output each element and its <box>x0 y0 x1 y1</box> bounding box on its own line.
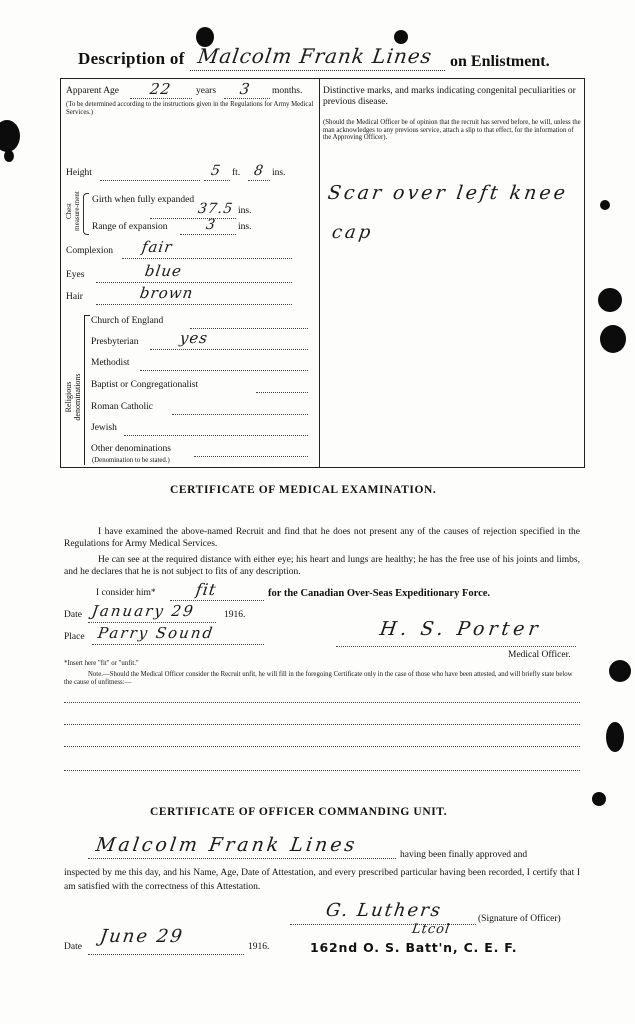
medical-officer-signature: H. S. Porter <box>378 618 544 640</box>
officer-rank: Ltcol <box>410 922 452 937</box>
distinctive-marks-line1: Scar over left knee <box>326 182 570 204</box>
distinctive-marks-label: Distinctive marks, and marks indicating congenital peculiarities or previous disease. <box>323 86 576 107</box>
medical-place-value: Parry Sound <box>96 624 216 642</box>
medical-para-2: He can see at the required distance with either eye; his heart and lungs are healthy; he has the free use of his joints and limbs, and he declares that he is not subject to fits of any description. <box>64 555 580 577</box>
medical-date-value: January 29 <box>90 602 196 620</box>
ink-blot <box>598 288 622 312</box>
religion-brace-top <box>84 315 90 316</box>
fit-line <box>170 600 264 601</box>
girth-label: Girth when fully expanded <box>92 195 195 205</box>
consider-prefix: I consider him* <box>96 588 156 598</box>
religion-line-4 <box>172 414 308 415</box>
officer-date-label: Date <box>64 942 82 952</box>
distinctive-marks-note: (Should the Medical Officer be of opinion that the recruit has served before, he will, unless the man acknowledges to any previous service, attach a slip to that effect, for the information of the Approving Officer). <box>323 119 581 141</box>
religion-other: Other denominations <box>91 444 171 454</box>
hair-value: brown <box>138 284 195 302</box>
other-denomination-note: (Denomination to be stated.) <box>92 457 170 464</box>
ft-label: ft. <box>232 168 241 178</box>
eyes-line <box>96 282 292 283</box>
medical-date-label: Date <box>64 610 82 620</box>
unfitness-line-3 <box>64 746 580 747</box>
officer-para-b: inspected by me this day, and his Name, Age, Date of Attestation, and every prescribed particular having been recorded, I certify that I am satisfied with the correctness of this Attestation. <box>64 868 580 892</box>
title-description: Description of <box>78 49 185 68</box>
complexion-line <box>122 258 292 259</box>
column-divider <box>319 79 320 467</box>
age-note: (To be determined according to the instructions given in the Regulations for Army Medical Services.) <box>66 101 314 116</box>
officer-date-value: June 29 <box>98 926 186 947</box>
fit-value: fit <box>194 580 218 599</box>
ink-blot <box>592 792 606 806</box>
girth-value: 37.5 <box>196 201 235 217</box>
unfitness-line-2 <box>64 724 580 725</box>
age-years-line <box>130 98 192 99</box>
height-ft-value: 5 <box>209 163 223 179</box>
medical-signature-line <box>336 646 576 647</box>
medical-note: Note.—Should the Medical Officer consider the Recruit unfit, he will fill in the foregoing Certificate only in the case of those who have been attested, and will briefly state below the cause of unfitness:— <box>64 671 573 686</box>
ink-blot <box>394 30 408 44</box>
hair-line <box>96 304 292 305</box>
religion-baptist: Baptist or Congregationalist <box>91 380 199 390</box>
officer-recruit-name: Malcolm Frank Lines <box>94 834 359 856</box>
girth-ins-label: ins. <box>238 206 252 216</box>
presbyterian-value: yes <box>178 329 210 347</box>
years-label: years <box>196 86 217 96</box>
recruit-name: Malcolm Frank Lines <box>196 44 434 68</box>
distinctive-marks-line2: cap <box>330 222 375 243</box>
range-value: 3 <box>204 217 218 233</box>
unfitness-line-1 <box>64 702 580 703</box>
title-rule <box>190 70 445 71</box>
ink-blot <box>0 120 20 152</box>
religion-line-3 <box>256 392 308 393</box>
age-months-line <box>224 98 270 99</box>
hair-label: Hair <box>66 292 83 302</box>
officer-signature-label: (Signature of Officer) <box>478 914 561 924</box>
range-label: Range of expansion <box>92 222 168 232</box>
battalion-stamp: 162nd O. S. Batt'n, C. E. F. <box>310 940 518 955</box>
girth-line <box>150 218 236 219</box>
religious-label: Religious denominations <box>64 373 82 421</box>
consider-suffix: for the Canadian Over-Seas Expeditionary Force. <box>268 588 491 599</box>
height-in-value: 8 <box>252 163 266 179</box>
medical-officer-label: Medical Officer. <box>508 650 571 660</box>
religion-line-6 <box>194 456 308 457</box>
unfitness-line-4 <box>64 770 580 771</box>
officer-year: 1916. <box>248 942 270 952</box>
insert-note: *Insert here "fit" or "unfit." <box>64 660 139 667</box>
age-months-value: 3 <box>238 80 252 98</box>
religion-line-5 <box>124 435 308 436</box>
religion-church-of-england: Church of England <box>91 316 164 326</box>
range-ins-label: ins. <box>238 222 252 232</box>
months-label: months. <box>272 86 303 96</box>
ink-blot <box>609 660 631 682</box>
officer-date-line <box>88 954 244 955</box>
title-enlistment: on Enlistment. <box>450 53 550 70</box>
religion-line-2 <box>140 370 308 371</box>
officer-certificate-heading: CERTIFICATE OF OFFICER COMMANDING UNIT. <box>150 806 448 818</box>
age-years-value: 22 <box>148 80 173 98</box>
height-line <box>100 180 200 181</box>
officer-para-a: having been finally approved and <box>400 850 528 860</box>
complexion-value: fair <box>140 238 174 256</box>
medical-place-label: Place <box>64 632 85 642</box>
religion-methodist: Methodist <box>91 358 130 368</box>
officer-signature: G. Luthers <box>324 900 444 921</box>
religion-brace-line <box>84 315 85 465</box>
range-line <box>180 234 236 235</box>
medical-year: 1916. <box>224 610 246 620</box>
religion-presbyterian: Presbyterian <box>91 337 139 347</box>
medical-date-line <box>88 622 216 623</box>
ink-blot <box>600 200 610 210</box>
medical-certificate-heading: CERTIFICATE OF MEDICAL EXAMINATION. <box>170 484 437 496</box>
apparent-age-label: Apparent Age <box>66 86 120 96</box>
religion-line-1 <box>150 349 308 350</box>
officer-name-line <box>88 858 396 859</box>
medical-para-1: I have examined the above-named Recruit and find that he does not present any of the causes of rejection specified in the Regulations for Army Medical Services. <box>64 527 580 549</box>
chest-brace <box>83 193 89 235</box>
medical-place-line <box>92 644 264 645</box>
ink-blot <box>606 722 624 752</box>
height-in-line <box>248 180 270 181</box>
height-ft-line <box>204 180 230 181</box>
ink-blot <box>4 150 14 162</box>
religion-roman-catholic: Roman Catholic <box>91 402 154 412</box>
height-ins-label: ins. <box>272 168 286 178</box>
eyes-value: blue <box>143 262 184 280</box>
ink-blot <box>600 325 626 353</box>
height-label: Height <box>66 168 92 178</box>
religion-jewish: Jewish <box>91 423 117 433</box>
complexion-label: Complexion <box>66 246 113 256</box>
chest-label: Chest measure-ment <box>65 191 81 231</box>
eyes-label: Eyes <box>66 270 85 280</box>
